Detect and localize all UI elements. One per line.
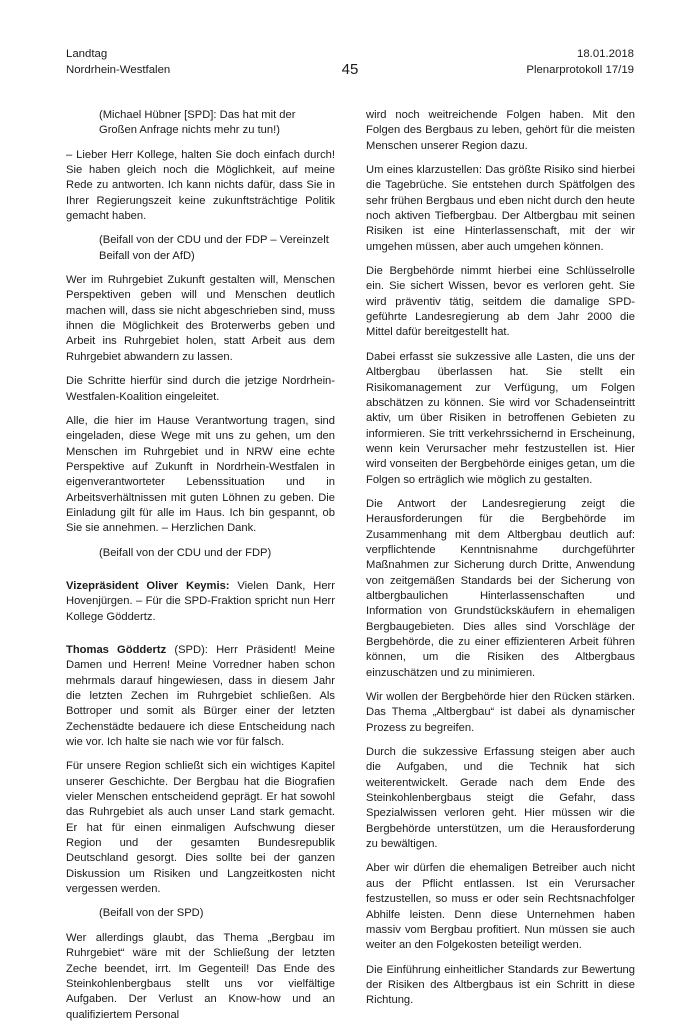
paragraph: Die Bergbehörde nimmt hierbei eine Schlüsselrolle ein. Sie sichert Wissen, bevor es verloren geht. Sie wird präventiv tätig, seitdem die damalige SPD-geführte Landesregierung ab dem Jahr 2000 die Mittel dafür bereitgestellt hat.	[366, 265, 635, 339]
header-right	[526, 46, 634, 78]
speech-text: Vielen Dank, Herr Hovenjürgen. – Für die SPD-Fraktion spricht nun Herr Kollege Göddertz.	[66, 579, 336, 623]
paragraph: Dabei erfasst sie sukzessive alle Lasten, die uns der Altbergbau überlassen hat. Sie stellt ein Risikomanagement zur Verfügung, um Folgen abschätzen zu können. Sie wird vor Schadenseintritt aktiv, um über Risiken in betroffenen Gebieten zu informieren. Sie tritt verkehrssichernd in Erscheinung, wenn kein Verursacher mehr festzustellen ist. Hier wird vonseiten der Bergbehörde einiges getan, um die Folgen so erträglich wie möglich zu gestalten.	[366, 350, 635, 486]
paragraph: Die Antwort der Landesregierung zeigt die Herausforderungen für die Bergbehörde im Zusammenhang mit dem Altbergbau deutlich auf: verpflichtende Kenntnisnahme durchgeführter Maßnahmen zur Sicherung durch Dritte, Anwendung von zeitgemäßen Standards bei der Sicherung von altbergbaulichen Hinterlassenschaften und Information von Grundstückskäufern in ehemaligen Bergbaugebieten. Dies alles sind Vorschläge der Bergbehörde, die zu einer effizienteren Arbeit führen können, um die Risiken des Altbergbaus einzuschätzen und zu minimieren.	[366, 497, 635, 679]
paragraph: Durch die sukzessive Erfassung steigen aber auch die Aufgaben, und die Technik hat sich weiterentwickelt. Gerade nach dem Ende des Steinkohlenbergbaus steigt die Gefahr, dass Spezialwissen verloren geht. Hier müssen wir die Bergbehörde unterstützen, um die Herausforderung zu bewältigen.	[366, 746, 635, 851]
header-state: Nordrhein-Westfalen	[66, 64, 171, 76]
paragraph: wird noch weitreichende Folgen haben. Mit den Folgen des Bergbaus zu leben, gehört für die meisten Menschen unserer Region dazu.	[366, 109, 635, 152]
applause-note: (Beifall von der CDU und der FDP)	[99, 546, 272, 559]
applause-note: (Beifall von der SPD)	[99, 907, 204, 920]
speaker-paragraph	[66, 643, 335, 750]
applause-note: (Beifall von der CDU und der FDP – Vereinzelt Beifall von der AfD)	[99, 234, 329, 262]
header-protocol: Plenarprotokoll 17/19	[526, 64, 634, 76]
paragraph: Die Schritte hierfür sind durch die jetzige Nordrhein-Westfalen-Koalition eingeleitet.	[66, 375, 335, 403]
paragraph: Aber wir dürfen die ehemaligen Betreiber auch nicht aus der Pflicht entlassen. Ist ein Verursacher festzustellen, so muss er oder sein Rechtsnachfolger Abhilfe leisten. Denn diese Unternehmen haben massiv vom Bergbau profitiert. Nun müssen sie auch weiter an den Folgekosten beteiligt werden.	[366, 862, 635, 952]
paragraph: Alle, die hier im Hause Verantwortung tragen, sind eingeladen, diese Wege mit uns zu gehen, um den Menschen im Ruhrgebiet und in NRW eine echte Perspektive auf Zukunft in Nordrhein-Westfalen in eigenverantworteter Lebenssituation und in Arbeitsverhältnissen mit guten Löhnen zu geben. Die Einladung gilt für alle im Haus. Ich bin gespannt, ob Sie sie annehmen. – Herzlichen Dank.	[66, 414, 335, 535]
speaker-paragraph	[66, 579, 335, 625]
paragraph: – Lieber Herr Kollege, halten Sie doch einfach durch! Sie haben gleich noch die Möglichkeit, auf meine Rede zu antworten. Ich kann nichts dafür, dass Sie in Ihrer Regierungszeit keine zukunftsträchtige Politik gemacht haben.	[66, 148, 335, 223]
speaker-name: Thomas Göddertz	[66, 643, 167, 656]
paragraph: Die Einführung einheitlicher Standards zur Bewertung der Risiken des Altbergbaus ist ein Schritt in diese Richtung.	[366, 963, 635, 1007]
paragraph: Für unsere Region schließt sich ein wichtiges Kapitel unserer Geschichte. Der Bergbau hat die Biografien vieler Menschen entscheidend geprägt. Er hat sowohl das Ruhrgebiet als auch unser Land stark gemacht. Er hat für einen einmaligen Aufschwung dieser Region und der gesamten Bundesrepublik Deutschland gesorgt. Dies sollte bei der ganzen Diskussion um Risiken und Langzeitkosten nicht vergessen werden.	[66, 760, 335, 896]
speech-text: (SPD): Herr Präsident! Meine Damen und Herren! Meine Vorredner haben schon mehrmals darauf hingewiesen, dass in diesem Jahr die letzten Zechen im Ruhrgebiet schließen. Als Bottroper und somit als Bürger einer der letzten Zechenstädte bedauere ich diese Entscheidung nach wie vor. Ich halte sie nach wie vor für falsch.	[66, 643, 335, 749]
right-column	[366, 108, 635, 1018]
paragraph: Wer im Ruhrgebiet Zukunft gestalten will, Menschen Perspektiven geben will und Menschen deutlich machen will, dass sie nicht abgeschrieben sind, muss ihnen die Möglichkeit des Broterwerbs geben und Arbeit ins Ruhrgebiet holen, statt Arbeit aus dem Ruhrgebiet abwandern zu lassen.	[66, 274, 335, 363]
paragraph: Wer allerdings glaubt, das Thema „Bergbau im Ruhrgebiet“ wäre mit der Schließung der letzten Zeche beendet, irrt. Im Gegenteil! Das Ende des Steinkohlenbergbaus stellt uns vor vielfältige Aufgaben. Der Verlust an Know-how und an qualifiziertem Personal	[66, 931, 335, 1021]
header-date: 18.01.2018	[576, 48, 634, 60]
page-number: 45	[341, 61, 359, 78]
interjection: (Michael Hübner [SPD]: Das hat mit der Großen Anfrage nichts mehr zu tun!)	[99, 109, 296, 137]
header-parliament: Landtag	[66, 48, 108, 60]
left-column	[66, 108, 335, 1032]
speaker-name: Vizepräsident Oliver Keymis:	[66, 579, 230, 592]
paragraph: Wir wollen der Bergbehörde hier den Rücken stärken. Das Thema „Altbergbau“ ist dabei als dynamischer Prozess zu begreifen.	[366, 691, 635, 734]
paragraph: Um eines klarzustellen: Das größte Risiko sind hierbei die Tagebrüche. Sie entstehen durch Spätfolgen des sehr frühen Bergbaus und eben nicht durch den heute noch aktiven Tiefbergbau. Der Altbergbau mit seinen Risiken ist eine Hinterlassenschaft, mit der wir umgehen müssen, aber auch umgehen können.	[366, 164, 635, 253]
